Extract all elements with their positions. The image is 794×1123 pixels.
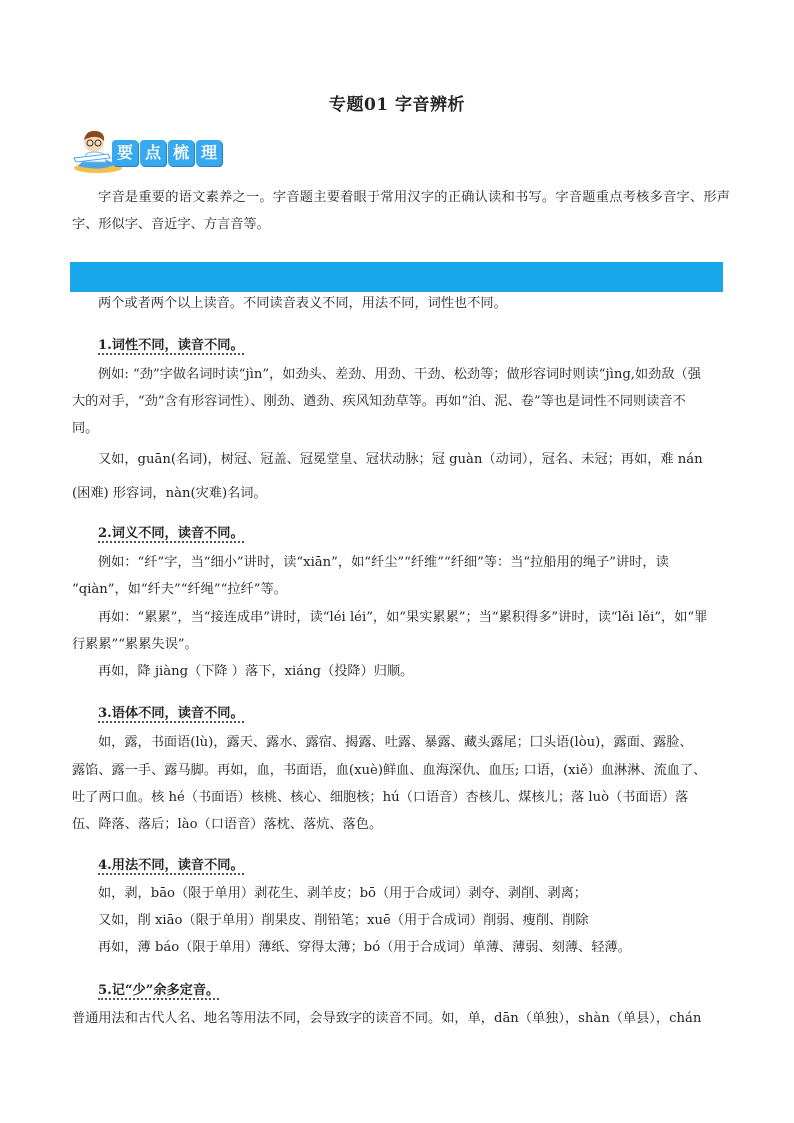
heading-4 [98, 856, 244, 876]
p3-line-1: 如，露，书面语(lù)，露天、露水、露宿、揭露、吐露、暴露、藏头露尾；囗头语(lòu)，露面、露脸、 [98, 735, 693, 750]
heading-5-text: 5.记“少”余多定音。 [98, 983, 220, 998]
banner-tiles [112, 140, 224, 166]
p5-line-1: 普通用法和古代人名、地名等用法不同，会导致字的读音不同。如，单，dān（单独），shàn（单县），chán [72, 1011, 702, 1026]
page-title: 专题01 字音辨析 [328, 95, 466, 115]
banner-tile: 理 [196, 140, 222, 166]
heading-3 [98, 704, 244, 724]
banner-tile: 点 [140, 140, 166, 166]
heading-1 [98, 336, 244, 356]
heading-5 [98, 981, 219, 1001]
p2-line-2: “qiàn”，如“纤夫”“纤绳”“拉纤”等。 [72, 582, 287, 597]
p1-line-2: 大的对手，“劲”含有形容词性）、刚劲、遒劲、疾风知劲草等。再如“泊、泥、卷”等也是词性不同则读音不 [72, 394, 686, 409]
p1-line-3: 同。 [72, 421, 99, 436]
banner-tile: 要 [112, 140, 138, 166]
section-intro: 两个或者两个以上读音。不同读音表义不同，用法不同，词性也不同。 [98, 296, 507, 311]
heading-4-text: 4.用法不同，读音不同。 [98, 858, 244, 873]
p1-line-4: 又如，guān(名词)，树冠、冠盖、冠冕堂皇、冠状动脉；冠 guàn（动词），冠名、未冠；再如，难 nán [98, 452, 703, 467]
key-points-banner [72, 128, 262, 174]
p2-line-3: 再如：“累累”，当“接连成串”讲时，读“léi léi”，如“果实累累”；当“累积得多”讲时，读“lěi lěi”，如“罪 [98, 610, 708, 625]
banner-tile: 梳 [168, 140, 194, 166]
heading-2 [98, 524, 244, 544]
p3-line-4: 伍、降落、落后；lào（口语音）落枕、落炕、落色。 [72, 817, 383, 832]
p1-line-5: (困难) 形容词，nàn(灾难)名词。 [72, 486, 267, 501]
p2-line-4: 行累累”“累累失误”。 [72, 637, 198, 652]
p4-line-3: 再如，薄 báo（限于单用）薄纸、穿得太薄；bó（用于合成词）单薄、薄弱、刻薄、轻薄。 [98, 940, 631, 955]
p1-line-1: 例如: “劲”字做名词时读“jìn”，如劲头、差劲、用劲、干劲、松劲等；做形容词时则读“jìng,如劲敌（强 [98, 367, 701, 382]
intro-paragraph: 字音是重要的语文素养之一。字音题主要着眼于常用汉字的正确认读和书写。字音题重点考核多音字、形声字、形似字、音近字、方言音等。 [72, 190, 730, 232]
p4-line-1: 如，剥，bāo（限于单用）剥花生、剥羊皮；bō（用于合成词）剥夺、剥削、剥离； [98, 886, 587, 901]
p3-line-3: 吐了两口血。核 hé（书面语）核桃、核心、细胞核；hú（口语音）杏核儿、煤核儿；落 luò（书面语）落 [72, 790, 689, 805]
p4-line-2: 又如，削 xiāo（限于单用）削果皮、削铅笔；xuē（用于合成词）削弱、瘦削、削除 [98, 913, 589, 928]
heading-3-text: 3.语体不同，读音不同。 [98, 706, 244, 721]
section-header-bar [70, 262, 723, 292]
p2-line-5: 再如，降 jiàng（下降 ）落下，xiáng（投降）归顺。 [98, 664, 414, 679]
heading-2-text: 2.词义不同，读音不同。 [98, 526, 244, 541]
p2-line-1: 例如：“纤”字，当“细小”讲时，读“xiān”，如“纤尘”“纤维”“纤细”等：当“拉船用的绳子”讲时，读 [98, 555, 669, 570]
heading-1-text: 1.词性不同，读音不同。 [98, 338, 244, 353]
p3-line-2: 露馅、露一手、露马脚。再如，血，书面语，血(xuè)鲜血、血海深仇、血压; 口语，(xiě）血淋淋、流血了、 [72, 763, 707, 778]
